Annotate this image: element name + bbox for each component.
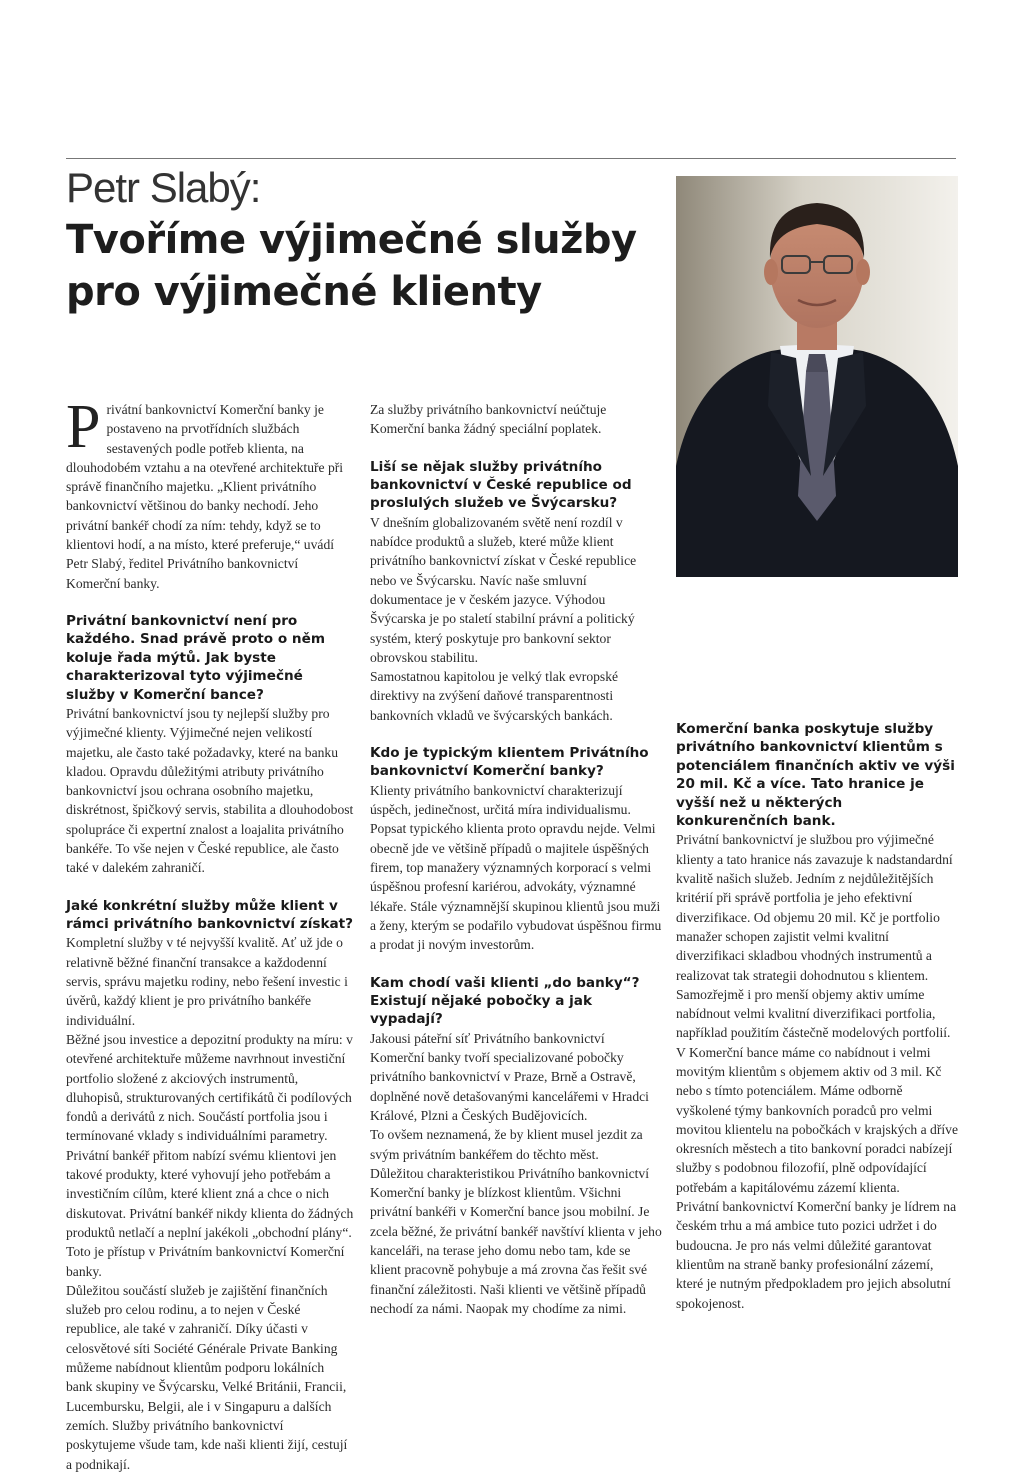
question-5: Kam chodí vaši klienti „do banky“? Existují nějaké pobočky a jak vypadají? xyxy=(370,974,640,1028)
answer-6-paragraph-3: Privátní bankovnictví Komerční banky je lídrem na českém trhu a má ambice tuto pozici udržet i do budoucna. Je pro nás velmi důležité garantovat klientům na straně banky profesionální zázemí, které je nutným předpokladem pro jejich absolutní spokojenost. xyxy=(676,1199,957,1311)
header-rule xyxy=(66,158,956,159)
answer-1: Privátní bankovnictví jsou ty nejlepší služby pro výjimečné klienty. Výjimečné nejen velikostí majetku, ale často také požadavky, které na banku kladou. Opravdu důležitými atributy privátního bankovnictví jsou ochrana osobního majetku, diskrétnost, špičkový servis, stabilita a dlouhodobost spolupráce či expertní znalost a loajalita privátního bankéře. To vše nejen v České republice, ale často také v dalekém zahraničí. xyxy=(66,706,354,876)
question-1: Privátní bankovnictví není pro každého. Snad právě proto o něm koluje řada mýtů. Jak byste charakterizoval tyto výjimečné služby v Komerční bance? xyxy=(66,612,325,703)
column-1 xyxy=(66,393,354,1474)
answer-6-paragraph-1: Privátní bankovnictví je službou pro výjimečné klienty a tato hranice nás zavazuje k nadstandardní kvalitě našich služeb. Jedním z nejdůležitějších kritérií při správě portfolia je jeho efektivní diverzifikace. Od objemu 20 mil. Kč je portfolio manažer schopen zajistit velmi kvalitní diverzifikaci skladbou vhodných instrumentů a realizovat tak strategii dohodnutou s klientem. xyxy=(676,832,953,983)
answer-5-paragraph-2: To ovšem neznamená, že by klient musel jezdit za svým privátním bankéřem do těchto měst. xyxy=(370,1127,643,1162)
lead-text: rivátní bankovnictví Komerční banky je postaveno na prvotřídních službách sestavených podle potřeb klienta, na dlouhodobém vztahu a na otevřené architektuře při správě finančního majetku. „Klient privátního bankovnictví většinou do banky nechodí. Jeho privátní bankéř chodí za ním: tehdy, když se to klientovi hodí, a na místo, které preferuje,“ uvádí Petr Slabý, ředitel Privátního bankovnictví Komerční banky. xyxy=(66,402,344,591)
answer-4: Klienty privátního bankovnictví charakterizují úspěch, jedinečnost, určitá míra individualismu. Popsat typického klienta proto opravdu nejde. Velmi obecně jde ve většině případů o majitele úspěšných firem, top manažery významných korporací s velmi úspěšnou profesní kariérou, advokáty, významné lékaře. Stále významnější skupinou klientů jsou muži a ženy, kterým se podařilo vybudovat úspěšnou firmu a prodat ji novým investorům. xyxy=(370,782,662,953)
answer-2-paragraph-3: Důležitou součástí služeb je zajištění finančních služeb pro celou rodinu, a to nejen v České republice, ale také v zahraničí. Díky účasti v celosvětové síti Société Générale Private Banking můžeme nabídnout klientům podporu lokálních bank skupiny ve Švýcarsku, Velké Británii, Francii, Lucembursku, Belgii, ale i v Singapuru a dalších zemích. Služby privátního bankovnictví poskytujeme všude tam, kde naši klienti žijí, cestují a podnikají. xyxy=(66,1282,348,1472)
answer-2-paragraph-2: Běžné jsou investice a depozitní produkty na míru: v otevřené architektuře můžeme navrhnout investiční portfolio složené z akciových instrumentů, dluhopisů, strukturovaných certifikátů či podílových fondů a derivátů z nich. Součástí portfolia jsou i termínované vklady s individuálními parametry. Privátní bankéř přitom nabízí svému klientovi jen takové produkty, které vyhovují jeho potřebám a investičním cílům, které klient zná a chce o nich diskutovat. Privátní bankéř nikdy klienta do žádných produktů netlačí a neplní jakékoli „obchodní plány“. Toto je přístup v Privátním bankovnictví Komerční banky. xyxy=(66,1031,354,1279)
answer-2-paragraph-1: Kompletní služby v té nejvyšší kvalitě. Ať už jde o relativně běžné finanční transakce a každodenní servis, správu majetku rodiny, nebo řešení investic i úvěrů, každý klient je pro privátního bankéře individuální. xyxy=(66,935,348,1028)
question-2: Jaké konkrétní služby může klient v rámci privátního bankovnictví získat? xyxy=(66,897,354,933)
answer-5-paragraph-1: Jakousi páteřní síť Privátního bankovnictví Komerční banky tvoří specializované pobočky privátního bankovnictví v Praze, Brně a Ostravě, doplněné nově detašovanými kancelářemi v Hradci Králové, Plzni a Českých Budějovicích. xyxy=(370,1030,649,1123)
article-kicker: Petr Slabý: xyxy=(66,164,261,211)
question-6: Komerční banka poskytuje služby privátního bankovnictví klientům s potenciálem finančních aktiv ve výši 20 mil. Kč a více. Tato hranice je vyšší než u některých konkurenčních bank. xyxy=(676,721,955,830)
answer-2-paragraph-4: Za služby privátního bankovnictví neúčtuje Komerční banka žádný speciální poplatek. xyxy=(370,402,607,437)
column-3 xyxy=(676,720,958,1313)
drop-cap: P xyxy=(66,393,101,461)
column-2 xyxy=(370,400,662,1318)
answer-3-paragraph-1: V dnešním globalizovaném světě není rozdíl v nabídce produktů a služeb, které může klient privátního bankovnictví získat v České republice nebo ve Švýcarsku. Navíc naše smluvní dokumentace je v českém jazyce. Výhodou Švýcarska je po staletí stabilní právní a politický systém, který poskytuje pro bankovní sektor obrovskou stabilitu. xyxy=(370,514,637,665)
question-3: Liší se nějak služby privátního bankovnictví v České republice od proslulých služeb ve Švýcarsku? xyxy=(370,458,632,512)
lead-paragraph xyxy=(66,393,354,593)
portrait-photo xyxy=(676,176,958,577)
article-headline: Tvoříme výjimečné služby pro výjimečné klienty xyxy=(66,217,637,315)
answer-6-paragraph-2: Samozřejmě i pro menší objemy aktiv umíme nabídnout velmi kvalitní diverzifikaci portfolia, například použitím částečně modelových portfolií. V Komerční bance máme co nabídnout i velmi movitým klientům s objemem aktiv od 3 mil. Kč nebo s tímto potenciálem. Máme odborně vyškolené týmy bankovních poradců pro velmi movitou klientelu na pobočkách v krajských a dříve okresních městech a tito bankovní poradci nabízejí služby s podobnou filozofií, plně odpovídající potřebám a kapitálovému zázemí klienta. xyxy=(676,986,958,1195)
answer-3-paragraph-2: Samostatnou kapitolou je velký tlak evropské direktivy na zvýšení daňové transparentnosti bankovních vkladů ve švýcarských bankách. xyxy=(370,669,619,723)
question-4: Kdo je typickým klientem Privátního bankovnictví Komerční banky? xyxy=(370,745,649,780)
answer-5-paragraph-3: Důležitou charakteristikou Privátního bankovnictví Komerční banky je blízkost klientům. Všichni privátní bankéři v Komerční bance jsou mobilní. Je zcela běžné, že privátní bankéř navštíví klienta v jeho kanceláři, na terase jeho domu nebo tam, kde se klient pracovně pohybuje a má zrovna čas řešit své finanční záležitosti. Naši klienti ve většině případů nechodí za námi. Naopak my chodíme za nimi. xyxy=(370,1165,662,1316)
